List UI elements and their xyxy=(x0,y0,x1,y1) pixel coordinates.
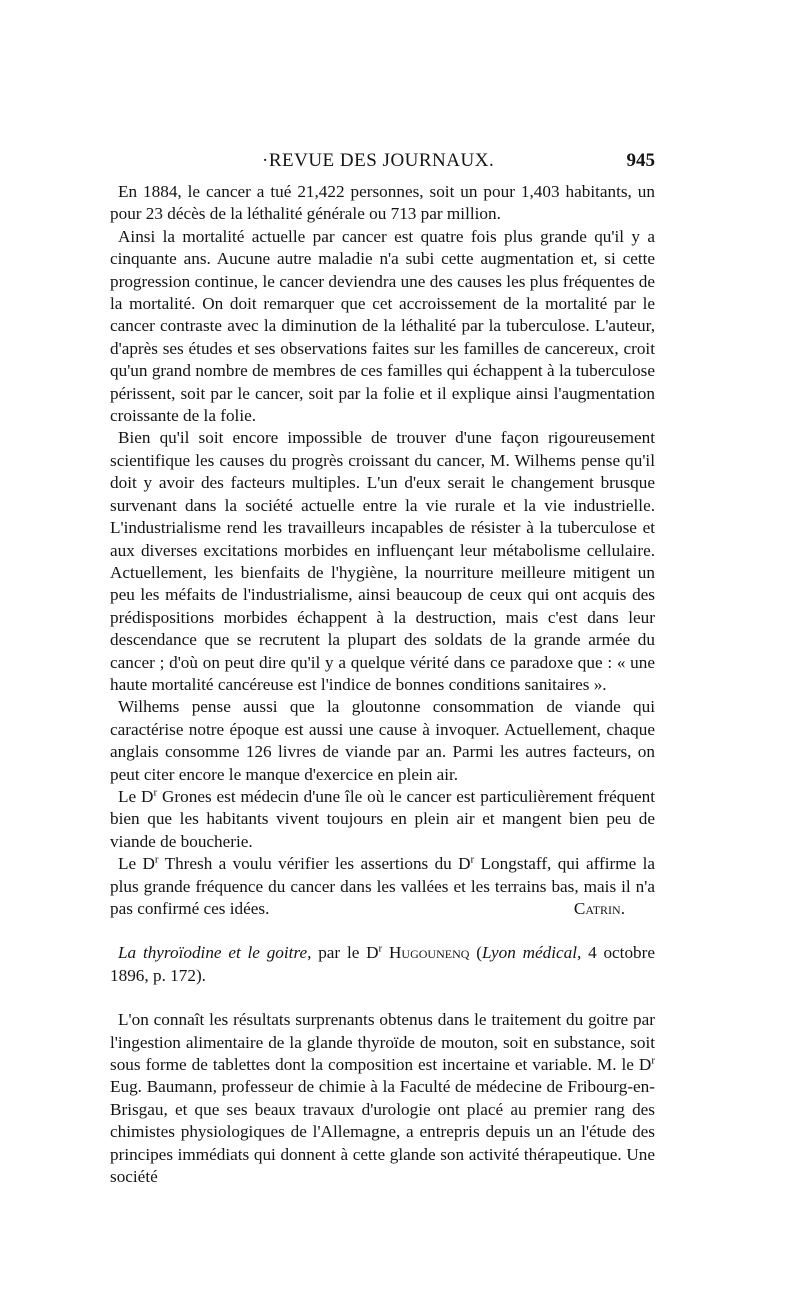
article-reference xyxy=(110,942,655,987)
paragraph-4: Wilhems pense aussi que la gloutonne consommation de viande qui caractérise notre époque est aussi une cause à invoquer. Actuellement, chaque anglais consomme 126 livres de viande par an. Parmi les autres facteurs, on peut citer encore le manque d'exercice en plein air. xyxy=(110,697,655,784)
p6-text-b: Thresh a voulu vérifier les assertions du D xyxy=(158,854,471,874)
paragraph-3: Bien qu'il soit encore impossible de trouver d'une façon rigoureusement scientifique les causes du progrès croissant du cancer, M. Wilhems pense qu'il doit y avoir des facteurs multiples. L'un d'eux serait le changement brusque survenant dans la société actuelle entre la vie rurale et la vie industrielle. L'industrialisme rend les travailleurs incapables de résister à la tuberculose et aux diverses excitations morbides en influençant leur métabolisme cellulaire. Actuellement, les bienfaits de l'hygiène, la nourriture meilleure mitigent un peu les méfaits de l'industrialisme, ainsi beaucoup de ceux qui ont acquis des prédispositions morbides échappent à la destruction, mais c'est dans leur descendance que se recrutent la plupart des soldats de la grande armée du cancer ; d'où on peut dire qu'il y a quelque vérité dans ce paradoxe que : « une haute mortalité cancéreuse est l'indice de bonnes conditions sanitaires ». xyxy=(110,428,655,694)
running-title: ·REVUE DES JOURNAUX. xyxy=(262,150,495,171)
p6-sup-2: r xyxy=(470,853,475,866)
p6-sup-1: r xyxy=(154,853,159,866)
article-details: 4 octobre 1896, p. 172). xyxy=(110,943,655,985)
p8-text-a: L'on connaît les résultats surprenants obtenus dans le traitement du goitre par l'ingestion alimentaire de la glande thyroïde de mouton, soit en substance, soit sous forme de tablettes dont la composition est incertaine et variable. M. le D xyxy=(110,1010,655,1075)
paragraph-5 xyxy=(110,786,655,853)
article-by: par le D xyxy=(311,943,379,963)
paragraph-8 xyxy=(110,1009,655,1188)
p5-text-b: Grones est médecin d'une île où le cancer est particulièrement fréquent bien que les habitants vivent toujours en plein air et mangent bien peu de viande de boucherie. xyxy=(110,786,655,851)
paragraph-6 xyxy=(110,853,655,920)
article-title: La thyroïodine et le goitre, xyxy=(118,943,312,963)
p5-text-a: Le D xyxy=(118,786,154,806)
p6-text-c: Longstaff, qui affirme la plus grande fréquence du cancer dans les vallées et les terrains bas, mais il n'a pas confirmé ces idées. xyxy=(110,854,655,918)
p8-sup: r xyxy=(651,1054,655,1067)
author-signature: Catrin. xyxy=(573,899,625,918)
p5-sup: r xyxy=(153,786,158,799)
article-paren: ( xyxy=(469,943,482,963)
article-sup: r xyxy=(378,942,383,955)
article-journal: Lyon médical, xyxy=(481,943,582,963)
article-author: Hugounenq xyxy=(382,943,470,963)
paragraph-2: Ainsi la mortalité actuelle par cancer est quatre fois plus grande qu'il y a cinquante ans. Aucune autre maladie n'a subi cette augmentation et, si cette progression continue, le cancer deviendra une des causes les plus fréquentes de la mortalité. On doit remarquer que cet accroissement de la mortalité par le cancer contraste avec la diminution de la léthalité par la tuberculose. L'auteur, d'après ses études et ses observations faites sur les familles de cancereux, croit qu'un grand nombre de membres de ces familles qui échappent à la tuberculose périssent, soit par le cancer, soit par la folie et il explique ainsi l'augmentation croissante de la folie. xyxy=(110,226,655,426)
p8-text-b: Eug. Baumann, professeur de chimie à la Faculté de médecine de Fribourg-en-Brisgau, et que ses beaux travaux d'urologie ont placé au premier rang des chimistes physiologiques de l'Allemagne, a entrepris depuis un an l'étude des principes immédiats qui donnent à cette glande son activité thérapeutique. Une société xyxy=(110,1077,655,1187)
paragraph-1: En 1884, le cancer a tué 21,422 personnes, soit un pour 1,403 habitants, un pour 23 décès de la léthalité générale ou 713 par million. xyxy=(110,182,655,224)
page-number: 945 xyxy=(626,150,655,171)
body-text xyxy=(110,181,655,1188)
p6-text-a: Le D xyxy=(118,854,155,874)
page-header xyxy=(110,150,655,178)
